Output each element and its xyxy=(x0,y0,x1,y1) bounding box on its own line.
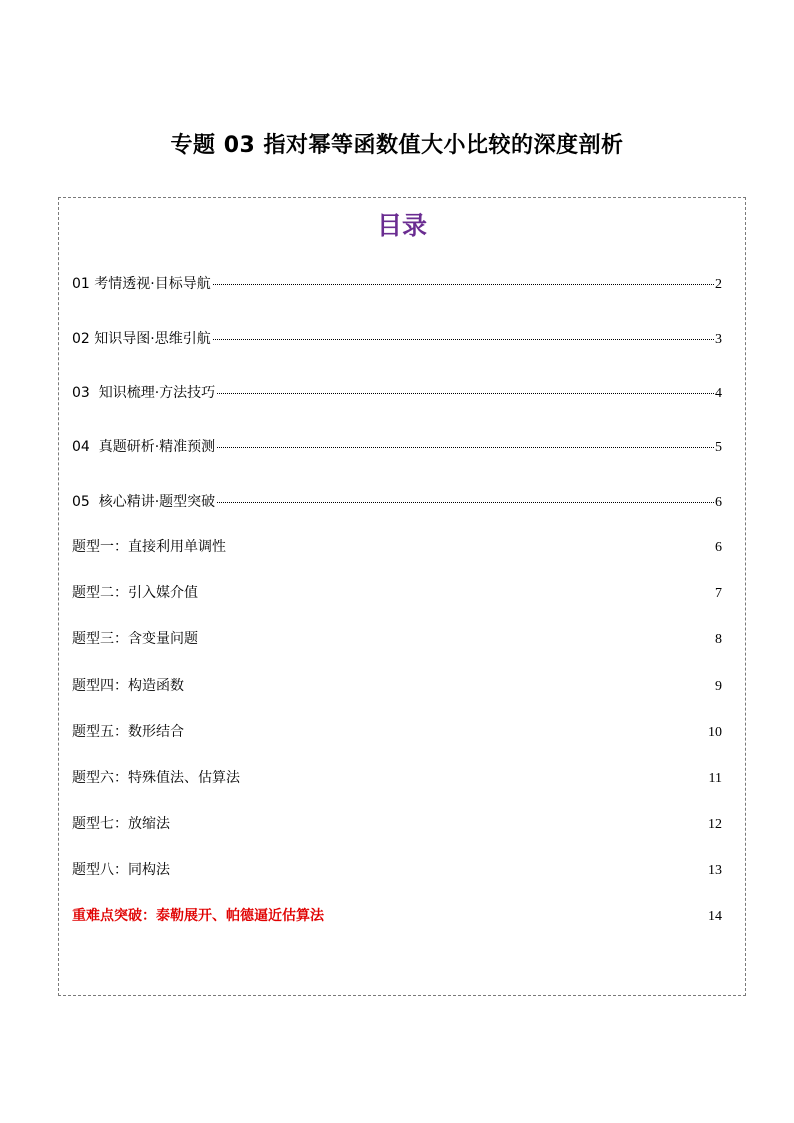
toc-entry-page-number: 2 xyxy=(715,277,722,292)
toc-entry-page-number: 3 xyxy=(715,332,722,347)
toc-entry-label: 01 考情透视·目标导航 xyxy=(72,276,211,292)
toc-entry[interactable] xyxy=(72,327,722,351)
toc-entry-label: 题型四：构造函数 xyxy=(72,678,184,694)
toc-entry-label: 02 知识导图·思维引航 xyxy=(72,331,211,347)
toc-entry-label: 03 知识梳理·方法技巧 xyxy=(72,385,216,401)
toc-entry-page-number: 9 xyxy=(715,679,722,694)
toc-entry-page-number: 4 xyxy=(715,386,722,401)
toc-entry-page-number: 12 xyxy=(708,817,722,832)
toc-entry-label: 题型七：放缩法 xyxy=(72,816,170,832)
toc-entry-page-number: 11 xyxy=(708,771,722,786)
toc-dot-leader xyxy=(213,284,714,285)
toc-entry-page-number: 5 xyxy=(715,440,722,455)
toc-heading: 目录 xyxy=(376,211,427,240)
toc-entry-label: 05 核心精讲·题型突破 xyxy=(72,494,216,510)
toc-entry[interactable] xyxy=(72,272,722,296)
toc-entry[interactable] xyxy=(72,766,722,790)
toc-entry-label: 题型三：含变量问题 xyxy=(72,631,198,647)
toc-entry-label: 题型五：数形结合 xyxy=(72,724,184,740)
toc-entry-page-number: 10 xyxy=(708,725,722,740)
toc-entry-page-number: 6 xyxy=(715,495,722,510)
toc-dot-leader xyxy=(213,339,714,340)
toc-entry-label: 题型八：同构法 xyxy=(72,862,170,878)
toc-entry[interactable] xyxy=(72,490,722,514)
toc-entry-page-number: 14 xyxy=(708,909,722,924)
toc-entry[interactable] xyxy=(72,674,722,698)
toc-entry[interactable] xyxy=(72,904,722,928)
toc-entry-page-number: 8 xyxy=(715,632,722,647)
toc-entry[interactable] xyxy=(72,858,722,882)
toc-entry-page-number: 6 xyxy=(715,540,722,555)
toc-entry[interactable] xyxy=(72,720,722,744)
toc-entry-page-number: 13 xyxy=(708,863,722,878)
document-title: 专题 03 指对幂等函数值大小比较的深度剖析 xyxy=(170,133,624,158)
toc-entry[interactable] xyxy=(72,381,722,405)
toc-entry-label: 重难点突破：泰勒展开、帕德逼近估算法 xyxy=(72,908,324,924)
toc-entry[interactable] xyxy=(72,535,722,559)
toc-entry[interactable] xyxy=(72,812,722,836)
toc-dot-leader xyxy=(217,393,714,394)
toc-entry-label: 题型六：特殊值法、估算法 xyxy=(72,770,240,786)
toc-entry[interactable] xyxy=(72,435,722,459)
toc-entry[interactable] xyxy=(72,581,722,605)
toc-dot-leader xyxy=(217,502,714,503)
toc-entry[interactable] xyxy=(72,627,722,651)
toc-entry-page-number: 7 xyxy=(715,586,722,601)
toc-entry-label: 题型一：直接利用单调性 xyxy=(72,539,226,555)
toc-dot-leader xyxy=(217,447,714,448)
table-of-contents xyxy=(58,197,746,996)
toc-entry-label: 题型二：引入媒介值 xyxy=(72,585,198,601)
toc-entry-label: 04 真题研析·精准预测 xyxy=(72,439,216,455)
